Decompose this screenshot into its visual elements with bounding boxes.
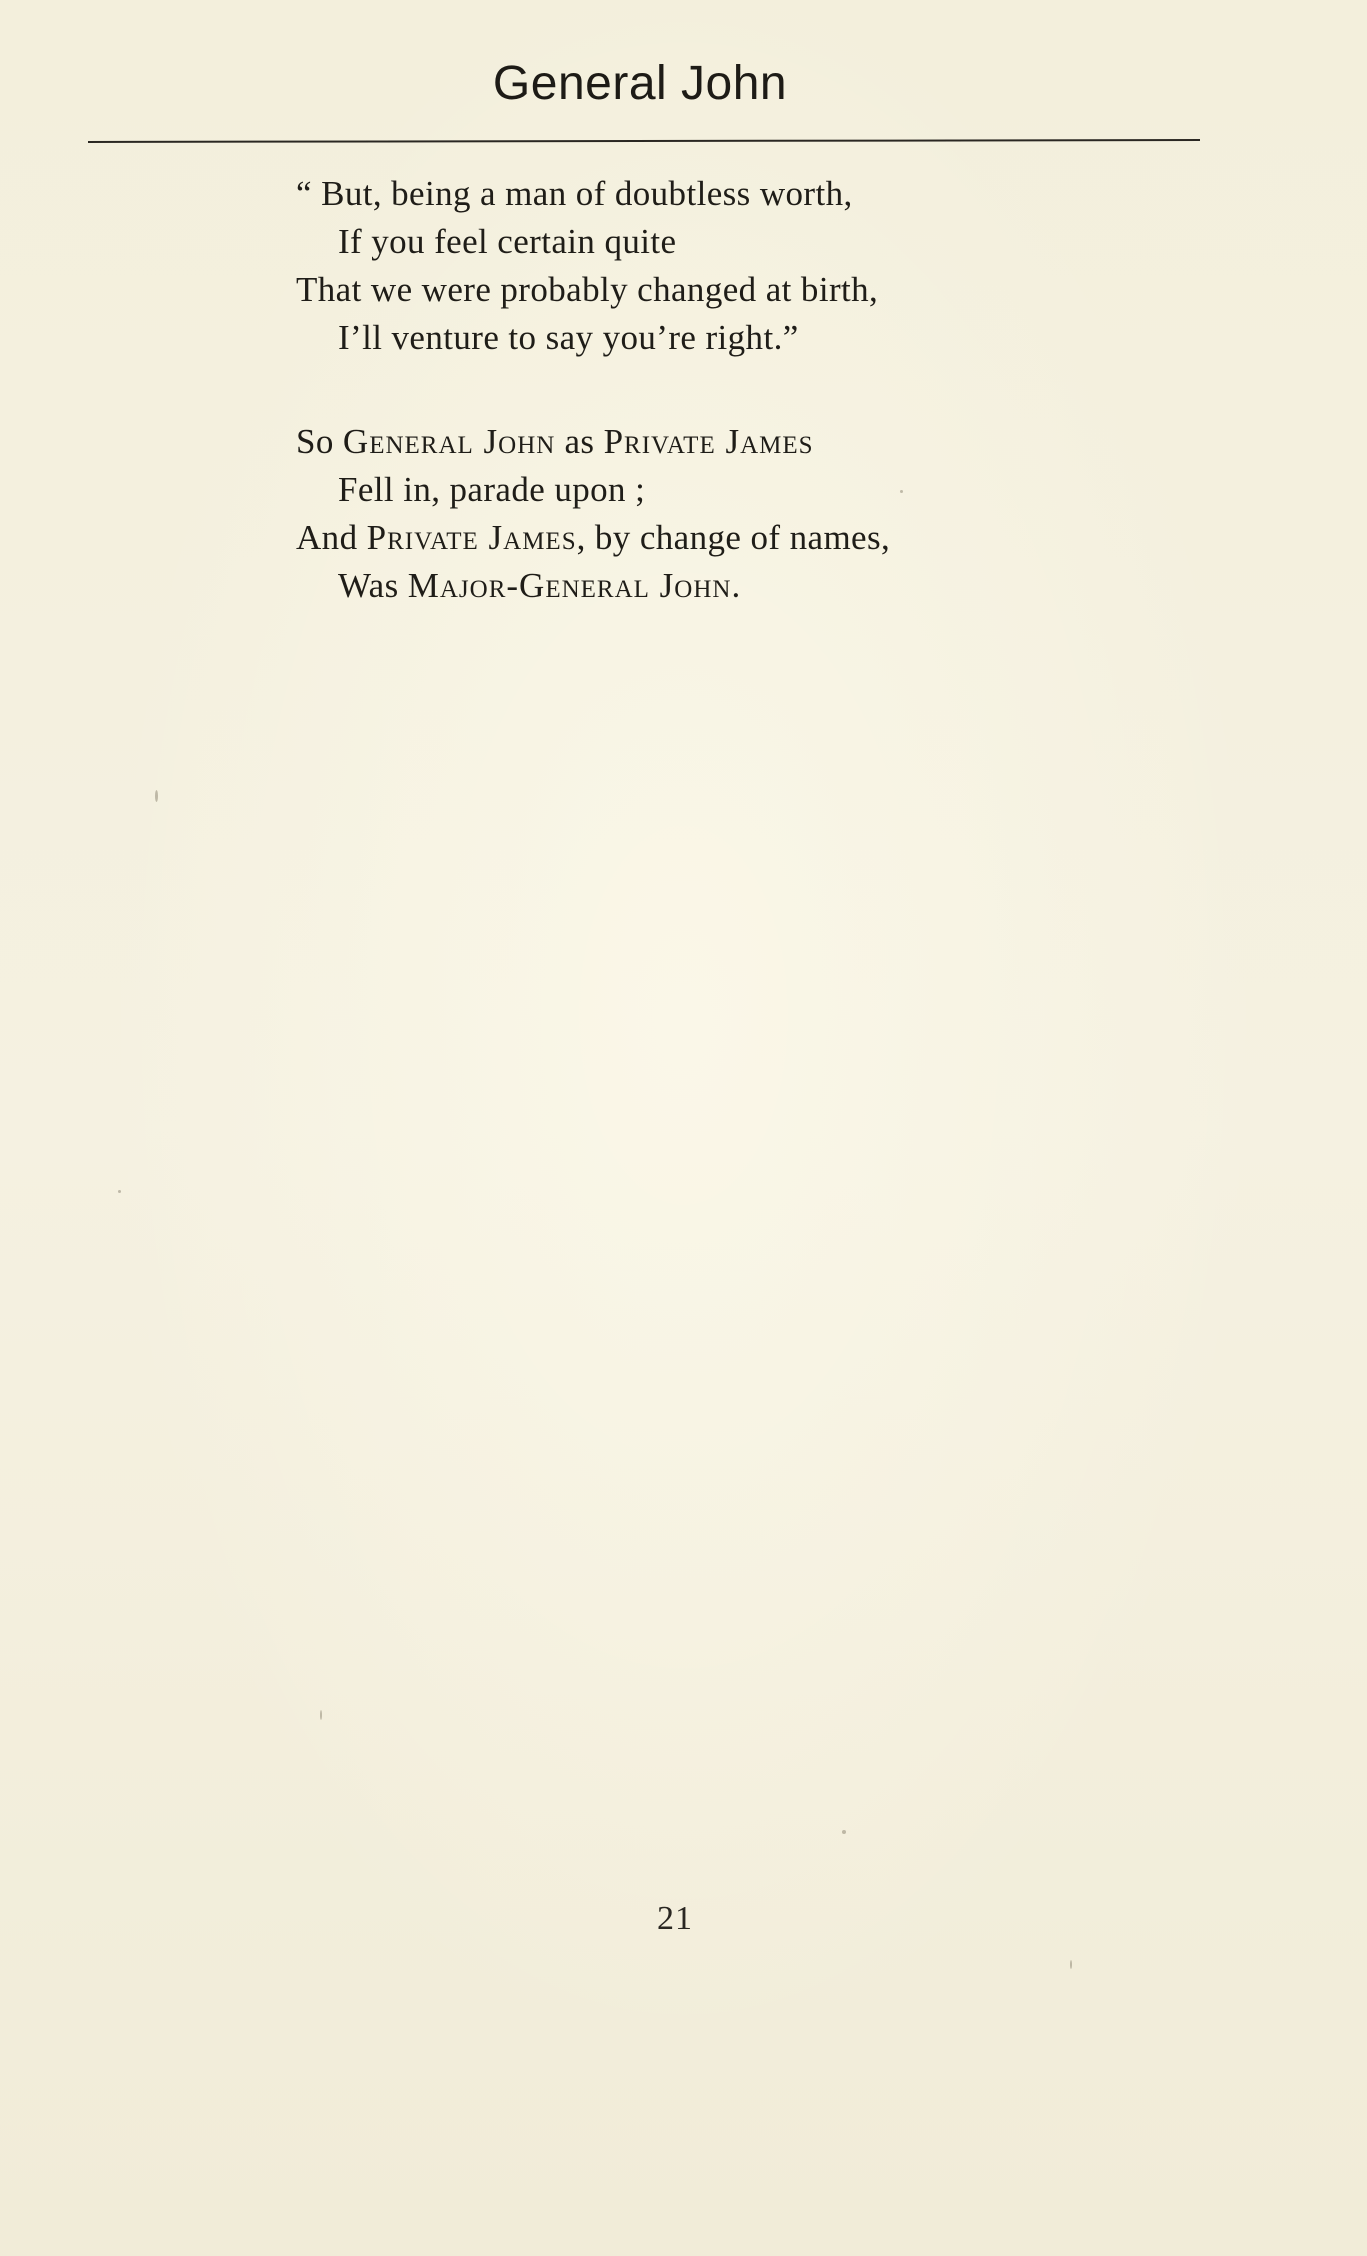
- stanza-2: [296, 418, 1056, 610]
- verse-text: Was: [338, 566, 408, 605]
- paper-speck: [320, 1710, 322, 1720]
- running-head: General John: [492, 57, 788, 110]
- header-rule: [88, 139, 1200, 143]
- paper-speck: [118, 1190, 121, 1193]
- character-name: Private James: [603, 422, 814, 461]
- verse-line: [296, 562, 1056, 610]
- character-name: Private James: [366, 518, 577, 557]
- verse-line: I’ll venture to say you’re right.”: [338, 318, 799, 357]
- paper-speck: [900, 490, 903, 493]
- verse-text: So: [296, 422, 343, 461]
- character-name: General John: [342, 422, 556, 461]
- page-number: 21: [657, 1900, 693, 1937]
- verse-line: [296, 514, 1056, 562]
- verse-text: .: [731, 566, 741, 605]
- stanza-1: [296, 170, 1056, 362]
- verse-line: That we were probably changed at birth,: [296, 270, 879, 309]
- verse-line: Fell in, parade upon ;: [338, 470, 646, 509]
- paper-speck: [155, 790, 158, 802]
- verse-text: And: [296, 518, 367, 557]
- character-name: Major-General John: [407, 566, 732, 605]
- paper-speck: [842, 1830, 846, 1834]
- paper-speck: [1070, 1960, 1072, 1969]
- verse-text: as: [555, 422, 604, 461]
- verse-line: [296, 418, 1056, 466]
- verse-line: If you feel certain quite: [338, 222, 677, 261]
- verse-line: “ But, being a man of doubtless worth,: [296, 174, 853, 213]
- verse-text: , by change of names,: [576, 518, 891, 557]
